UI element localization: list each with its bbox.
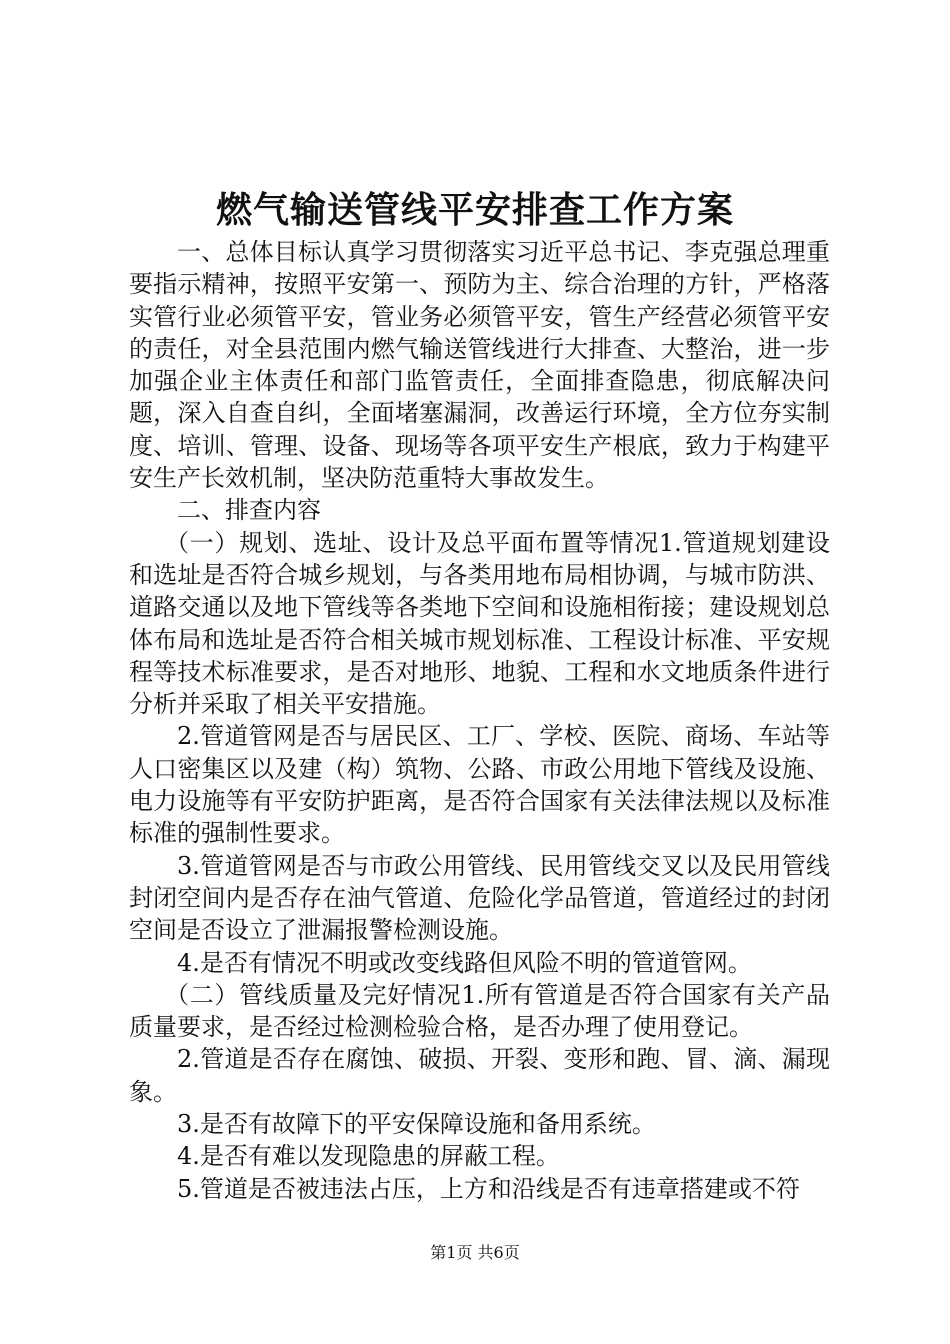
paragraph-planning-siting: （一）规划、选址、设计及总平面布置等情况1.管道规划建设和选址是否符合城乡规划，与各类用地布局相协调，与城市防洪、道路交通以及地下管线等各类地下空间和设施相衔接；建设规划总体布局和选址是否符合相关城市规划标准、工程设计标准、平安规程等技术标准要求，是否对地形、地貌、工程和水文地质条件进行分析并采取了相关平安措施。 (129, 528, 830, 719)
paragraph-item-3-crossing: 3.管道管网是否与市政公用管线、民用管线交叉以及民用管线封闭空间内是否存在油气管道、危险化学品管道，管道经过的封闭空间是否设立了泄漏报警检测设施。 (129, 851, 830, 945)
paragraph-item-4-unknown: 4.是否有情况不明或改变线路但风险不明的管道管网。 (177, 948, 752, 977)
paragraph-quality-item-3: 3.是否有故障下的平安保障设施和备用系统。 (177, 1110, 656, 1139)
paragraph-overall-goal: 一、总体目标认真学习贯彻落实习近平总书记、李克强总理重要指示精神，按照平安第一、预防为主、综合治理的方针，严格落实管行业必须管平安，管业务必须管平安，管生产经营必须管平安的责任，对全县范围内燃气输送管线进行大排查、大整治，进一步加强企业主体责任和部门监管责任，全面排查隐患，彻底解决问题，深入自查自纠，全面堵塞漏洞，改善运行环境，全方位夯实制度、培训、管理、设备、现场等各项平安生产根底，致力于构建平安生产长效机制，坚决防范重特大事故发生。 (129, 238, 830, 493)
paragraph-pipeline-quality: （二）管线质量及完好情况1.所有管道是否符合国家有关产品质量要求，是否经过检测检验合格，是否办理了使用登记。 (129, 980, 830, 1042)
page-number-footer: 第1页 共6页 (430, 1243, 520, 1262)
section-heading-inspection-content: 二、排查内容 (177, 496, 321, 525)
paragraph-item-2-distance: 2.管道管网是否与居民区、工厂、学校、医院、商场、车站等人口密集区以及建（构）筑物、公路、市政公用地下管线及设施、电力设施等有平安防护距离，是否符合国家有关法律法规以及标准标准的强制性要求。 (129, 722, 830, 848)
paragraph-quality-item-4: 4.是否有难以发现隐患的屏蔽工程。 (177, 1142, 560, 1171)
paragraph-quality-item-2: 2.管道是否存在腐蚀、破损、开裂、变形和跑、冒、滴、漏现象。 (129, 1045, 830, 1106)
paragraph-quality-item-5: 5.管道是否被违法占压，上方和沿线是否有违章搭建或不符 (177, 1174, 800, 1203)
document-title: 燃气输送管线平安排查工作方案 (215, 189, 734, 231)
document-body (129, 236, 830, 1205)
